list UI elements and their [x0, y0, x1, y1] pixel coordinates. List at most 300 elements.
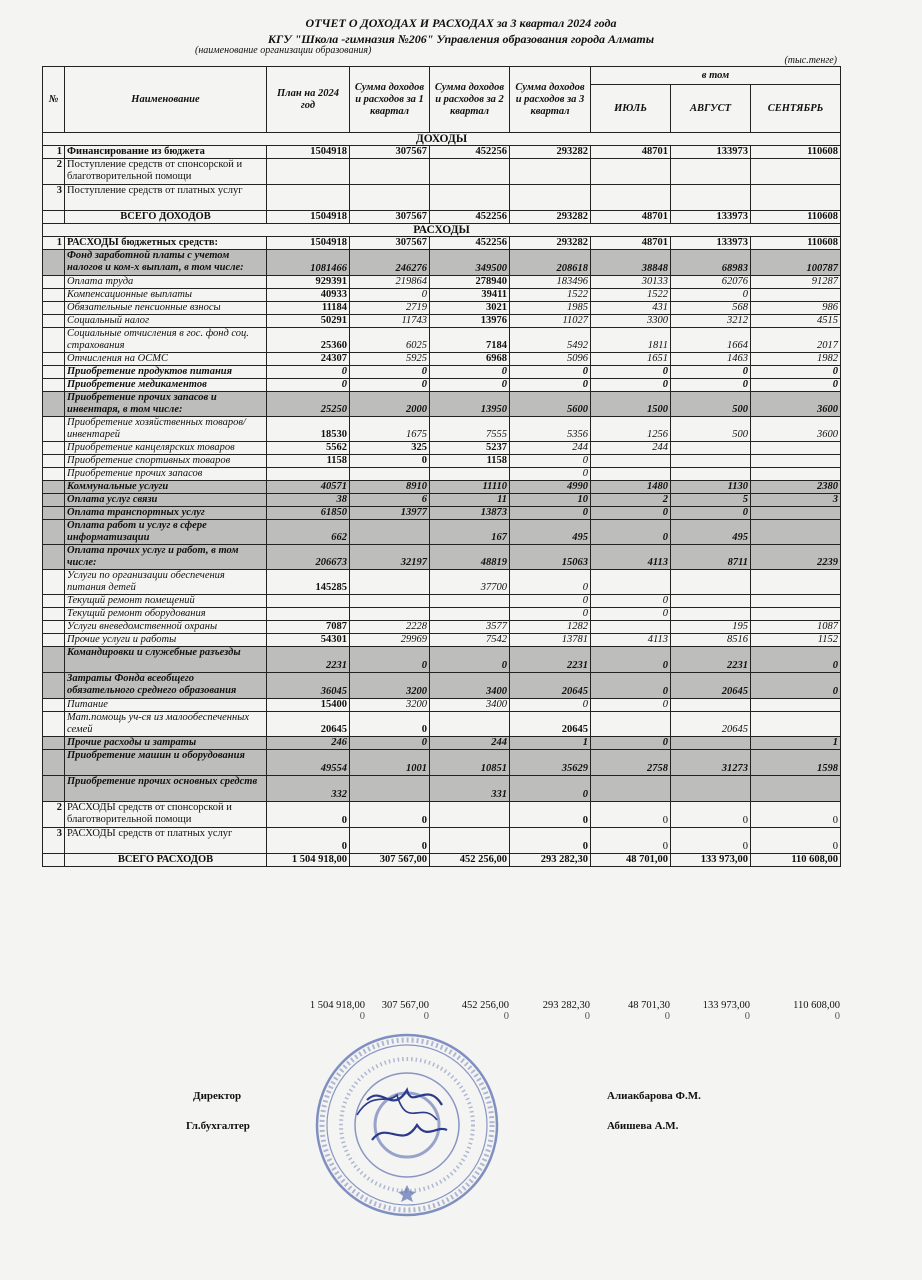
row-label: Фонд заработной платы с учетом налогов и ком-х выплат, в том числе:: [65, 250, 267, 276]
value-cell: 195: [671, 621, 751, 634]
row-label: Услуги по организации обеспечения питания детей: [65, 570, 267, 595]
value-cell: 25360: [267, 328, 350, 353]
value-cell: 0: [350, 712, 430, 737]
value-cell: 3577: [430, 621, 510, 634]
header-num: №: [43, 67, 65, 133]
value-cell: [430, 828, 510, 854]
row-label: ВСЕГО РАСХОДОВ: [65, 854, 267, 867]
value-cell: 13873: [430, 507, 510, 520]
value-cell: [267, 468, 350, 481]
value-cell: 500: [671, 417, 751, 442]
table-row: [43, 417, 841, 442]
control-sum-difference: 0: [359, 1011, 365, 1022]
value-cell: [751, 507, 841, 520]
table-row: [43, 712, 841, 737]
row-number: [43, 507, 65, 520]
row-label: Текущий ремонт оборудования: [65, 608, 267, 621]
value-cell: [671, 468, 751, 481]
table-row: [43, 621, 841, 634]
row-label: Социальный налог: [65, 315, 267, 328]
value-cell: 4990: [510, 481, 591, 494]
value-cell: 0: [430, 366, 510, 379]
value-cell: 0: [430, 647, 510, 673]
row-number: [43, 520, 65, 545]
value-cell: 0: [510, 455, 591, 468]
row-label: Прочие расходы и затраты: [65, 737, 267, 750]
value-cell: 4113: [591, 634, 671, 647]
value-cell: 307567: [350, 211, 430, 224]
section-title: ДОХОДЫ: [43, 133, 841, 146]
control-sum-value: 1 504 918,00: [309, 1000, 365, 1011]
value-cell: 20645: [510, 712, 591, 737]
row-number: [43, 417, 65, 442]
value-cell: 0: [591, 520, 671, 545]
value-cell: 1598: [751, 750, 841, 776]
row-label: Прочие услуги и работы: [65, 634, 267, 647]
value-cell: 1158: [430, 455, 510, 468]
value-cell: 0: [591, 608, 671, 621]
value-cell: 2017: [751, 328, 841, 353]
value-cell: 568: [671, 302, 751, 315]
control-sum: [750, 1000, 840, 1022]
value-cell: 5: [671, 494, 751, 507]
value-cell: 133973: [671, 146, 751, 159]
table-row: [43, 828, 841, 854]
value-cell: 3600: [751, 392, 841, 417]
section-row: [43, 133, 841, 146]
row-label: Коммунальные услуги: [65, 481, 267, 494]
header-q1: Сумма доходов и расходов за 1 квартал: [350, 67, 430, 133]
value-cell: 1500: [591, 392, 671, 417]
value-cell: 10851: [430, 750, 510, 776]
value-cell: [350, 570, 430, 595]
table-row: [43, 634, 841, 647]
value-cell: [350, 520, 430, 545]
value-cell: [591, 570, 671, 595]
value-cell: 332: [267, 776, 350, 802]
value-cell: 133973: [671, 237, 751, 250]
value-cell: 0: [510, 595, 591, 608]
value-cell: 1152: [751, 634, 841, 647]
row-number: 1: [43, 237, 65, 250]
value-cell: [751, 608, 841, 621]
value-cell: [430, 712, 510, 737]
value-cell: 307567: [350, 146, 430, 159]
table-row: [43, 455, 841, 468]
value-cell: 40933: [267, 289, 350, 302]
value-cell: 2231: [510, 647, 591, 673]
row-label: Затраты Фонда всеобщего обязательного среднего образования: [65, 673, 267, 699]
row-label: Поступление средств от платных услуг: [65, 185, 267, 211]
value-cell: 110 608,00: [751, 854, 841, 867]
value-cell: 5492: [510, 328, 591, 353]
value-cell: 2719: [350, 302, 430, 315]
value-cell: [350, 185, 430, 211]
value-cell: [751, 468, 841, 481]
value-cell: 0: [267, 366, 350, 379]
table-row: [43, 237, 841, 250]
value-cell: 3: [751, 494, 841, 507]
row-label: Приобретение машин и оборудования: [65, 750, 267, 776]
value-cell: 13950: [430, 392, 510, 417]
row-label: Отчисления на ОСМС: [65, 353, 267, 366]
value-cell: [591, 712, 671, 737]
director-label: Директор: [193, 1090, 242, 1102]
value-cell: 293 282,30: [510, 854, 591, 867]
value-cell: [267, 608, 350, 621]
table-body: [43, 133, 841, 867]
row-label: Питание: [65, 699, 267, 712]
value-cell: 0: [591, 379, 671, 392]
value-cell: 1: [510, 737, 591, 750]
value-cell: [430, 595, 510, 608]
total-row: [43, 211, 841, 224]
unit-note: (тыс.тенге): [784, 55, 837, 66]
row-label: РАСХОДЫ средств от спонсорской и благотворительной помощи: [65, 802, 267, 828]
row-number: [43, 455, 65, 468]
header-plan: План на 2024 год: [267, 67, 350, 133]
income-expense-table: [42, 66, 841, 867]
row-label: РАСХОДЫ средств от платных услуг: [65, 828, 267, 854]
value-cell: 49554: [267, 750, 350, 776]
value-cell: [751, 455, 841, 468]
row-number: [43, 442, 65, 455]
header-q2: Сумма доходов и расходов за 2 квартал: [430, 67, 510, 133]
control-sum: [349, 1000, 429, 1022]
value-cell: 36045: [267, 673, 350, 699]
value-cell: 452 256,00: [430, 854, 510, 867]
value-cell: 0: [751, 828, 841, 854]
value-cell: 39411: [430, 289, 510, 302]
value-cell: [591, 776, 671, 802]
value-cell: [751, 442, 841, 455]
control-sum-difference: 0: [664, 1011, 670, 1022]
control-sum-difference: 0: [834, 1011, 840, 1022]
control-sum-difference: 0: [584, 1011, 590, 1022]
row-label: Приобретение медикаментов: [65, 379, 267, 392]
value-cell: [510, 159, 591, 185]
value-cell: 0: [751, 802, 841, 828]
value-cell: 662: [267, 520, 350, 545]
row-label: Финансирование из бюджета: [65, 146, 267, 159]
table-row: [43, 802, 841, 828]
value-cell: 307567: [350, 237, 430, 250]
value-cell: 0: [267, 379, 350, 392]
value-cell: 54301: [267, 634, 350, 647]
row-number: [43, 570, 65, 595]
value-cell: 293282: [510, 237, 591, 250]
table-row: [43, 737, 841, 750]
table-row: [43, 353, 841, 366]
value-cell: 986: [751, 302, 841, 315]
value-cell: 2: [591, 494, 671, 507]
control-sum-difference: 0: [423, 1011, 429, 1022]
row-number: [43, 392, 65, 417]
table-row: [43, 507, 841, 520]
value-cell: [671, 737, 751, 750]
value-cell: [591, 185, 671, 211]
value-cell: 1087: [751, 621, 841, 634]
value-cell: 500: [671, 392, 751, 417]
value-cell: 25250: [267, 392, 350, 417]
table-row: [43, 250, 841, 276]
value-cell: 20645: [267, 712, 350, 737]
value-cell: [591, 468, 671, 481]
value-cell: 15063: [510, 545, 591, 570]
value-cell: 3400: [430, 699, 510, 712]
row-number: [43, 276, 65, 289]
value-cell: 7542: [430, 634, 510, 647]
accountant-label: Гл.бухгалтер: [186, 1120, 250, 1132]
row-label: Поступление средств от спонсорской и благотворительной помощи: [65, 159, 267, 185]
row-number: [43, 366, 65, 379]
value-cell: [350, 776, 430, 802]
control-sum-value: 452 256,00: [461, 1000, 509, 1011]
value-cell: 1811: [591, 328, 671, 353]
header-aug: АВГУСТ: [671, 85, 751, 133]
value-cell: 145285: [267, 570, 350, 595]
value-cell: 0: [350, 737, 430, 750]
value-cell: 2758: [591, 750, 671, 776]
value-cell: 1130: [671, 481, 751, 494]
value-cell: 1158: [267, 455, 350, 468]
value-cell: [671, 595, 751, 608]
table-row: [43, 494, 841, 507]
value-cell: [671, 570, 751, 595]
value-cell: 2000: [350, 392, 430, 417]
value-cell: 91287: [751, 276, 841, 289]
value-cell: 48 701,00: [591, 854, 671, 867]
value-cell: 929391: [267, 276, 350, 289]
value-cell: 246276: [350, 250, 430, 276]
row-number: [43, 211, 65, 224]
table-row: [43, 699, 841, 712]
value-cell: 1081466: [267, 250, 350, 276]
value-cell: 3300: [591, 315, 671, 328]
row-label: Текущий ремонт помещений: [65, 595, 267, 608]
value-cell: [267, 159, 350, 185]
value-cell: 0: [671, 289, 751, 302]
value-cell: 0: [350, 647, 430, 673]
row-number: [43, 673, 65, 699]
value-cell: [671, 185, 751, 211]
row-number: [43, 481, 65, 494]
value-cell: 0: [510, 507, 591, 520]
value-cell: 0: [510, 570, 591, 595]
value-cell: 38: [267, 494, 350, 507]
value-cell: 0: [350, 289, 430, 302]
value-cell: 8711: [671, 545, 751, 570]
section-title: РАСХОДЫ: [43, 224, 841, 237]
value-cell: 431: [591, 302, 671, 315]
table-row: [43, 595, 841, 608]
value-cell: 331: [430, 776, 510, 802]
value-cell: 0: [591, 647, 671, 673]
table-row: [43, 776, 841, 802]
value-cell: 5237: [430, 442, 510, 455]
value-cell: 495: [510, 520, 591, 545]
row-number: [43, 379, 65, 392]
value-cell: 1664: [671, 328, 751, 353]
value-cell: 1282: [510, 621, 591, 634]
table-row: [43, 289, 841, 302]
value-cell: 0: [350, 366, 430, 379]
value-cell: 62076: [671, 276, 751, 289]
value-cell: 1522: [510, 289, 591, 302]
control-sum: [590, 1000, 670, 1022]
row-number: 2: [43, 159, 65, 185]
value-cell: 206673: [267, 545, 350, 570]
value-cell: 3600: [751, 417, 841, 442]
value-cell: 7087: [267, 621, 350, 634]
row-number: [43, 776, 65, 802]
table-header: [43, 67, 841, 133]
row-number: [43, 315, 65, 328]
value-cell: [591, 621, 671, 634]
row-label: Оплата транспортных услуг: [65, 507, 267, 520]
value-cell: 1675: [350, 417, 430, 442]
value-cell: 8910: [350, 481, 430, 494]
value-cell: 13977: [350, 507, 430, 520]
value-cell: 0: [510, 828, 591, 854]
value-cell: [430, 159, 510, 185]
value-cell: 15400: [267, 699, 350, 712]
value-cell: 0: [751, 673, 841, 699]
value-cell: 325: [350, 442, 430, 455]
row-number: [43, 250, 65, 276]
value-cell: 0: [510, 608, 591, 621]
value-cell: 0: [591, 737, 671, 750]
value-cell: 48819: [430, 545, 510, 570]
value-cell: 0: [510, 699, 591, 712]
value-cell: 0: [267, 802, 350, 828]
value-cell: 32197: [350, 545, 430, 570]
row-label: ВСЕГО ДОХОДОВ: [65, 211, 267, 224]
value-cell: [591, 455, 671, 468]
value-cell: [430, 608, 510, 621]
value-cell: 20645: [671, 712, 751, 737]
header-jul: ИЮЛЬ: [591, 85, 671, 133]
value-cell: 110608: [751, 146, 841, 159]
value-cell: 0: [510, 802, 591, 828]
row-label: Услуги вневедомственной охраны: [65, 621, 267, 634]
value-cell: [591, 159, 671, 185]
value-cell: 18530: [267, 417, 350, 442]
value-cell: 495: [671, 520, 751, 545]
value-cell: 0: [671, 828, 751, 854]
value-cell: 1522: [591, 289, 671, 302]
value-cell: 61850: [267, 507, 350, 520]
value-cell: 5600: [510, 392, 591, 417]
value-cell: 1: [751, 737, 841, 750]
value-cell: 3021: [430, 302, 510, 315]
table-row: [43, 468, 841, 481]
value-cell: 183496: [510, 276, 591, 289]
value-cell: [350, 608, 430, 621]
table-row: [43, 545, 841, 570]
value-cell: 1 504 918,00: [267, 854, 350, 867]
row-number: [43, 595, 65, 608]
row-number: 3: [43, 185, 65, 211]
value-cell: 110608: [751, 211, 841, 224]
value-cell: 13781: [510, 634, 591, 647]
header-vtom: в том: [591, 67, 841, 85]
row-number: [43, 494, 65, 507]
value-cell: 1651: [591, 353, 671, 366]
value-cell: [751, 699, 841, 712]
value-cell: 20645: [671, 673, 751, 699]
row-number: 2: [43, 802, 65, 828]
table-row: [43, 379, 841, 392]
value-cell: 452256: [430, 237, 510, 250]
value-cell: 452256: [430, 146, 510, 159]
row-label: Приобретение продуктов питания: [65, 366, 267, 379]
director-name: Алиакбарова Ф.М.: [607, 1090, 701, 1102]
value-cell: 35629: [510, 750, 591, 776]
value-cell: 24307: [267, 353, 350, 366]
row-label: РАСХОДЫ бюджетных средств:: [65, 237, 267, 250]
value-cell: [350, 595, 430, 608]
value-cell: [751, 595, 841, 608]
row-number: [43, 699, 65, 712]
row-label: Социальные отчисления в гос. фонд соц. страхования: [65, 328, 267, 353]
value-cell: [751, 185, 841, 211]
row-label: Приобретение канцелярских товаров: [65, 442, 267, 455]
row-label: Оплата работ и услуг в сфере информатизации: [65, 520, 267, 545]
value-cell: 11027: [510, 315, 591, 328]
control-sum-difference: 0: [744, 1011, 750, 1022]
value-cell: 244: [430, 737, 510, 750]
value-cell: [267, 595, 350, 608]
value-cell: 219864: [350, 276, 430, 289]
value-cell: 0: [350, 379, 430, 392]
value-cell: 1982: [751, 353, 841, 366]
value-cell: 38848: [591, 250, 671, 276]
value-cell: 48701: [591, 211, 671, 224]
table-row: [43, 185, 841, 211]
value-cell: 0: [267, 828, 350, 854]
organization-caption: (наименование организации образования): [195, 45, 372, 56]
value-cell: 8516: [671, 634, 751, 647]
control-sum-value: 307 567,00: [381, 1000, 429, 1011]
row-number: [43, 621, 65, 634]
row-label: Обязательные пенсионные взносы: [65, 302, 267, 315]
value-cell: 1256: [591, 417, 671, 442]
value-cell: 0: [671, 802, 751, 828]
value-cell: [751, 570, 841, 595]
value-cell: [350, 468, 430, 481]
table-row: [43, 276, 841, 289]
row-number: [43, 608, 65, 621]
control-sum-value: 110 608,00: [793, 1000, 840, 1011]
row-number: [43, 854, 65, 867]
row-number: [43, 328, 65, 353]
row-label: Приобретение прочих основных средств: [65, 776, 267, 802]
row-label: Оплата услуг связи: [65, 494, 267, 507]
value-cell: [751, 289, 841, 302]
value-cell: 5562: [267, 442, 350, 455]
header-name: Наименование: [65, 67, 267, 133]
table-row: [43, 315, 841, 328]
value-cell: 11: [430, 494, 510, 507]
accountant-name: Абишева А.М.: [607, 1120, 679, 1132]
value-cell: 2231: [671, 647, 751, 673]
row-label: Мат.помощь уч-ся из малообеспеченных семей: [65, 712, 267, 737]
table-row: [43, 750, 841, 776]
table-row: [43, 302, 841, 315]
table-row: [43, 392, 841, 417]
value-cell: 29969: [350, 634, 430, 647]
